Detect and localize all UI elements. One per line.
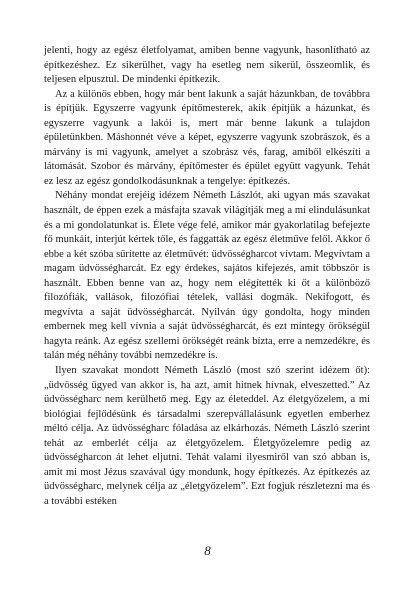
paragraph-1: jelenti, hogy az egész életfolyamat, amiben benne vagyunk, hasonlítható az építkezéshez. Ez sikerülhet, vagy ha esetleg nem sikerül, összeomlik, és teljesen elpusztul. De mindenki építkezik. <box>44 45 370 86</box>
page-number: 8 <box>204 543 211 558</box>
body-text <box>44 44 370 510</box>
paragraph-2: Az a különös ebben, hogy már bent lakunk a saját házunkban, de továbbra is építjük. Egyszerre vagyunk építőmesterek, akik építjük a házunkat, és egyszerre vagyunk a lakói is, mert már benne lakunk a tulajdon épületünkben. Máshonnét véve a képet, egyszerre vagyunk szobrászok, és a márvány is mi vagyunk, amelyet a szobrász vés, farag, amiből elkészíti a látomását. Szobor és márvány, építőmester és épület együtt vagyunk. Tehát ez lesz az egész gondolkodásunknak a tengelye: építkezés. <box>44 88 370 187</box>
paragraph-4: Ilyen szavakat mondott Németh László (most szó szerint idézem őt): „üdvösség ügyed van akkor is, ha azt, amit hitnek hívnak, elveszetted.” Az üdvösségharc nem kerülhető meg. Egy az életeddel. Az életgyőzelem, a mi biológiai fejlődésünk és társadalmi szerepvállalásunk egyetlen emberhez méltó célja. Az üdvösségharc fóladása az elkárhozás. Németh László szerint tehát az emberlét célja az életgyőzelem. Életgyőzelemre pedig az üdvösségharcon át lehet eljutni. Tehát valami ilyesmiről van szó abban is, amit mi most Jézus szavával úgy mondunk, hogy építkezés. Az építkezés az üdvösségharc, melynek célja az „életgyőzelem”. Ezt fogjuk részletezni ma és a további estéken <box>44 365 370 507</box>
paragraph-3: Néhány mondat erejéig idézem Németh Lászlót, aki ugyan más szavakat használt, de éppen ezek a másfajta szavak világítják meg a mi elindulásunkat és a mi gondolatunkat is. Élete vége felé, amikor már gyakorlatilag befejezte fő munkáit, interjút kértek tőle, és faggatták az egész életműve felől. Akkor ő ebbe a két szóba sűrítette az életművét: üdvösségharcot vívtam. Megvívtam a magam üdvösségharcát. Ez egy érdekes, sajátos kifejezés, amit többször is használt. Ebben benne van az, hogy nem elégítették ki őt a különböző filozófiák, vallások, filozófiai tételek, vallási dogmák. Nekifogott, és megvívta a saját üdvösségharcát. Nyilván úgy gondolta, hogy minden embernek meg kell vívnia a saját üdvösségharcát, és ezt mintegy örökségül hagyta reánk. Az egész szellemi örökségét reánk bízta, erre a nemzedékre, és talán még néhány további nemzedékre is. <box>44 190 370 362</box>
